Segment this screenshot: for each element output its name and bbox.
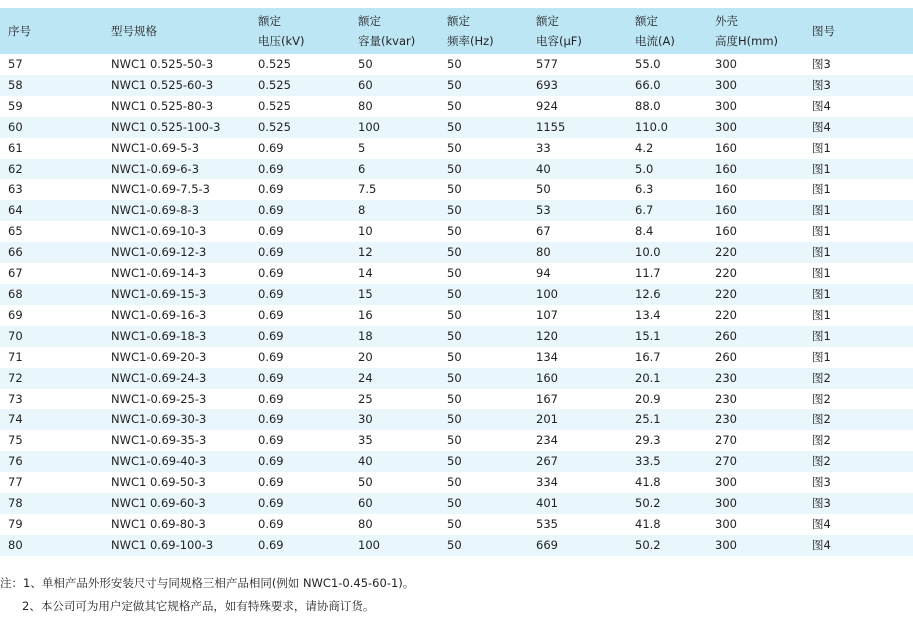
table-body [0,54,913,556]
table-cell: NWC1-0.69-5-3 [111,140,200,155]
table-cell: 11.7 [635,266,661,281]
table-cell: 68 [8,286,23,301]
note-line-2: 2、本公司可为用户定做其它规格产品，如有特殊要求，请协商订货。 [22,599,375,613]
column-header [812,8,913,54]
table-cell: 535 [536,516,558,531]
table-cell: 0.69 [258,412,284,427]
table-cell: 图4 [812,119,831,134]
table-cell: 669 [536,537,558,552]
table-cell: 图1 [812,328,831,343]
table-cell: 80 [8,537,23,552]
table-cell: 30 [358,412,373,427]
table-cell: 图1 [812,349,831,364]
table-cell: 300 [715,57,737,71]
table-row [0,409,913,430]
table-cell: 0.525 [258,119,291,134]
table-cell: 50 [447,286,462,301]
table-cell: 65 [8,224,23,239]
table-cell: 33.5 [635,454,661,469]
table-cell: 0.69 [258,140,284,155]
table-cell: 0.69 [258,161,284,176]
table-cell: 50 [447,161,462,176]
column-header [715,8,812,54]
column-header-label: 额定 [358,14,381,28]
table-cell: 77 [8,475,23,490]
table-row [0,117,913,138]
column-header [358,8,447,54]
column-header-label: 序号 [8,24,31,38]
table-row [0,138,913,159]
table-cell: 0.525 [258,98,291,113]
table-cell: 50 [447,245,462,260]
column-header [258,8,358,54]
table-cell: NWC1-0.69-40-3 [111,454,207,469]
table-cell: 160 [715,140,737,155]
table-cell: 6.3 [635,182,654,197]
column-header-label: 额定 [635,14,658,28]
table-cell: 300 [715,77,737,92]
table-cell: 230 [715,391,737,406]
table-cell: 260 [715,328,737,343]
table-row [0,179,913,200]
table-cell: 220 [715,286,737,301]
table-cell: 18 [358,328,373,343]
table-cell: 图2 [812,412,831,427]
notes-section [0,572,414,618]
table-cell: 50 [447,77,462,92]
table-cell: 29.3 [635,433,661,448]
table-cell: 61 [8,140,23,155]
table-cell: 66.0 [635,77,661,92]
table-cell: 160 [715,161,737,176]
table-cell: 50 [447,203,462,218]
table-cell: 图1 [812,182,831,197]
table-cell: 100 [536,286,558,301]
table-cell: 8 [358,203,366,218]
table-cell: NWC1 0.69-50-3 [111,475,206,490]
table-cell: NWC1-0.69-7.5-3 [111,182,210,197]
table-cell: 20 [358,349,373,364]
table-cell: NWC1-0.69-25-3 [111,391,207,406]
table-cell: 0.69 [258,537,284,552]
table-row [0,96,913,117]
table-cell: 0.69 [258,328,284,343]
table-cell: 15 [358,286,373,301]
table-cell: 260 [715,349,737,364]
column-header-label: 型号规格 [111,24,157,38]
table-row [0,200,913,221]
table-cell: 270 [715,433,737,448]
column-header-unit: 容量(kvar) [358,34,416,48]
table-cell: 50 [447,140,462,155]
table-cell: 79 [8,516,23,531]
table-cell: 220 [715,245,737,260]
table-cell: 59 [8,98,23,113]
table-cell: 图1 [812,203,831,218]
table-cell: 5.0 [635,161,654,176]
table-cell: 0.69 [258,349,284,364]
table-cell: 234 [536,433,558,448]
table-cell: NWC1-0.69-16-3 [111,307,207,322]
table-cell: 57 [8,57,23,71]
table-cell: 58 [8,77,23,92]
table-cell: 33 [536,140,551,155]
table-cell: 16 [358,307,373,322]
table-cell: 图2 [812,370,831,385]
table-cell: 图1 [812,161,831,176]
table-cell: 10 [358,224,373,239]
column-header [111,8,258,54]
table-cell: 300 [715,119,737,134]
table-cell: 300 [715,516,737,531]
table-cell: 72 [8,370,23,385]
table-cell: 70 [8,328,23,343]
table-cell: 0.69 [258,182,284,197]
table-cell: 50 [447,496,462,511]
table-cell: 50 [358,475,373,490]
table-cell: 41.8 [635,516,661,531]
table-cell: 12.6 [635,286,661,301]
table-cell: NWC1 0.69-100-3 [111,537,214,552]
table-cell: 0.69 [258,475,284,490]
table-cell: 图1 [812,307,831,322]
column-header-label: 图号 [812,24,835,38]
table-cell: NWC1-0.69-8-3 [111,203,200,218]
table-row [0,535,913,556]
table-row [0,493,913,514]
table-cell: 76 [8,454,23,469]
table-cell: 8.4 [635,224,654,239]
table-cell: 6.7 [635,203,654,218]
table-cell: NWC1 0.525-100-3 [111,119,221,134]
table-cell: NWC1-0.69-18-3 [111,328,207,343]
table-cell: 50 [536,182,551,197]
table-cell: 0.69 [258,391,284,406]
table-cell: 71 [8,349,23,364]
table-cell: 73 [8,391,23,406]
column-header-unit: 高度H(mm) [715,34,779,48]
column-header [447,8,536,54]
table-cell: 20.9 [635,391,661,406]
table-cell: 0.69 [258,496,284,511]
column-header [536,8,635,54]
table-cell: NWC1-0.69-30-3 [111,412,207,427]
table-cell: 16.7 [635,349,661,364]
table-cell: 40 [536,161,551,176]
table-cell: 0.69 [258,307,284,322]
table-cell: 60 [358,77,373,92]
table-row [0,347,913,368]
table-row [0,54,913,75]
table-cell: 80 [536,245,551,260]
table-cell: NWC1-0.69-15-3 [111,286,207,301]
table-row [0,75,913,96]
table-cell: 63 [8,182,23,197]
table-cell: 94 [536,266,551,281]
table-cell: 0.69 [258,370,284,385]
table-cell: 74 [8,412,23,427]
table-row [0,221,913,242]
table-cell: 图3 [812,57,831,71]
capacitor-spec-table [0,8,913,556]
table-cell: 15.1 [635,328,661,343]
table-cell: 160 [715,182,737,197]
table-cell: 50 [447,98,462,113]
table-row [0,159,913,180]
table-cell: 50 [447,516,462,531]
table-cell: 50 [447,307,462,322]
table-cell: 50 [447,328,462,343]
table-cell: 50 [447,454,462,469]
table-cell: 24 [358,370,373,385]
table-cell: 0.69 [258,286,284,301]
table-row [0,451,913,472]
table-cell: 50 [447,119,462,134]
table-row [0,430,913,451]
table-cell: 55.0 [635,57,661,71]
table-cell: 334 [536,475,558,490]
column-header-unit: 电流(A) [635,34,675,48]
table-cell: 300 [715,537,737,552]
column-header-unit: 频率(Hz) [447,34,494,48]
column-header-label: 额定 [536,14,559,28]
table-cell: 图1 [812,286,831,301]
table-cell: 100 [358,119,380,134]
table-cell: 1155 [536,119,566,134]
note-line-1: 注：1、单相产品外形安装尺寸与同规格三相产品相同(例如 NWC1-0.45-60-1)。 [0,576,415,590]
table-cell: 5 [358,140,366,155]
table-cell: 0.525 [258,77,291,92]
table-cell: 图1 [812,266,831,281]
table-cell: 80 [358,98,373,113]
table-cell: 0.69 [258,224,284,239]
table-cell: NWC1-0.69-6-3 [111,161,200,176]
table-cell: 50 [447,224,462,239]
table-cell: 69 [8,307,23,322]
table-cell: 图4 [812,98,831,113]
table-row [0,326,913,347]
table-cell: 60 [358,496,373,511]
table-cell: 62 [8,161,23,176]
table-cell: 图3 [812,77,831,92]
table-cell: 0.69 [258,266,284,281]
table-cell: NWC1-0.69-10-3 [111,224,207,239]
table-cell: 图4 [812,516,831,531]
table-cell: 50 [447,412,462,427]
table-cell: 0.69 [258,454,284,469]
table-cell: 图2 [812,433,831,448]
table-cell: 267 [536,454,558,469]
table-cell: 67 [536,224,551,239]
table-cell: 0.69 [258,245,284,260]
table-cell: 693 [536,77,558,92]
table-cell: 66 [8,245,23,260]
column-header-label: 额定 [447,14,470,28]
table-cell: 220 [715,266,737,281]
table-row [0,472,913,493]
table-cell: NWC1-0.69-35-3 [111,433,207,448]
table-cell: 53 [536,203,551,218]
table-cell: 924 [536,98,558,113]
table-cell: 50 [447,57,462,71]
table-cell: NWC1 0.69-60-3 [111,496,206,511]
table-cell: 270 [715,454,737,469]
table-cell: 41.8 [635,475,661,490]
table-cell: 图3 [812,475,831,490]
table-cell: 50 [447,266,462,281]
table-cell: 13.4 [635,307,661,322]
table-row [0,368,913,389]
table-cell: 78 [8,496,23,511]
table-cell: 25 [358,391,373,406]
table-cell: 50 [447,349,462,364]
table-cell: 120 [536,328,558,343]
table-cell: 图1 [812,140,831,155]
table-cell: 80 [358,516,373,531]
table-cell: 64 [8,203,23,218]
table-cell: NWC1-0.69-24-3 [111,370,207,385]
table-cell: 50.2 [635,537,661,552]
table-row [0,389,913,410]
table-cell: 50 [358,57,373,71]
table-cell: 577 [536,57,558,71]
table-cell: 230 [715,370,737,385]
table-cell: 201 [536,412,558,427]
table-cell: 75 [8,433,23,448]
table-header [0,8,913,54]
table-cell: 230 [715,412,737,427]
table-cell: 60 [8,119,23,134]
table-cell: 0.69 [258,433,284,448]
table-cell: 图4 [812,537,831,552]
table-cell: 40 [358,454,373,469]
table-cell: 0.69 [258,516,284,531]
table-cell: NWC1-0.69-12-3 [111,245,207,260]
table-cell: 50 [447,182,462,197]
table-cell: 50 [447,391,462,406]
table-cell: 25.1 [635,412,661,427]
table-cell: 图1 [812,224,831,239]
table-row [0,263,913,284]
table-cell: 20.1 [635,370,661,385]
table-cell: 0.69 [258,203,284,218]
table-cell: 50 [447,537,462,552]
table-cell: 167 [536,391,558,406]
column-header [0,8,111,54]
table-cell: NWC1 0.525-50-3 [111,57,214,71]
table-cell: 4.2 [635,140,654,155]
table-cell: 110.0 [635,119,668,134]
table-cell: 50 [447,475,462,490]
table-cell: 300 [715,98,737,113]
table-row [0,242,913,263]
table-cell: 图2 [812,391,831,406]
table-cell: 图2 [812,454,831,469]
column-header-unit: 电压(kV) [258,34,305,48]
table-cell: 7.5 [358,182,377,197]
table-row [0,305,913,326]
table-cell: 67 [8,266,23,281]
table-row [0,514,913,535]
table-cell: 300 [715,475,737,490]
table-cell: 0.525 [258,57,291,71]
table-cell: 6 [358,161,366,176]
table-cell: 图1 [812,245,831,260]
table-cell: 160 [715,224,737,239]
table-cell: 12 [358,245,373,260]
table-cell: 107 [536,307,558,322]
table-cell: NWC1 0.525-80-3 [111,98,214,113]
table-cell: 10.0 [635,245,661,260]
table-cell: 100 [358,537,380,552]
column-header-label: 额定 [258,14,281,28]
table-cell: 14 [358,266,373,281]
table-cell: 图3 [812,496,831,511]
table-cell: 134 [536,349,558,364]
table-cell: NWC1-0.69-14-3 [111,266,207,281]
table-cell: 50.2 [635,496,661,511]
table-row [0,284,913,305]
table-cell: 50 [447,433,462,448]
table-cell: 401 [536,496,558,511]
column-header [635,8,715,54]
column-header-unit: 电容(μF) [536,34,582,48]
table-cell: NWC1 0.525-60-3 [111,77,214,92]
table-cell: 50 [447,370,462,385]
table-cell: 35 [358,433,373,448]
table-cell: 220 [715,307,737,322]
table-cell: 300 [715,496,737,511]
column-header-label: 外壳 [715,14,738,28]
table-cell: 160 [536,370,558,385]
table-cell: 160 [715,203,737,218]
table-cell: NWC1-0.69-20-3 [111,349,207,364]
table-cell: NWC1 0.69-80-3 [111,516,206,531]
table-cell: 88.0 [635,98,661,113]
header-row [0,8,913,54]
